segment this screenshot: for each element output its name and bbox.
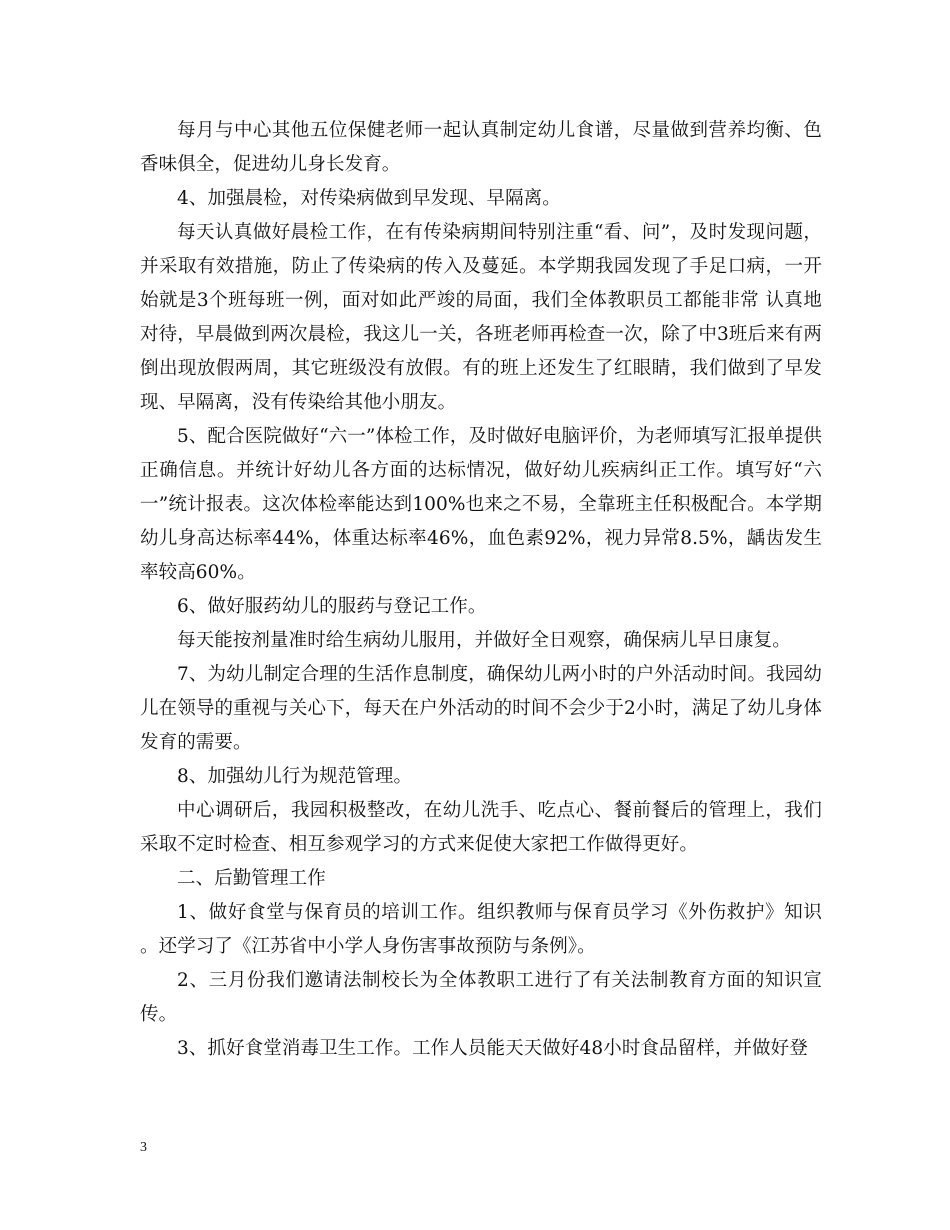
paragraph-menu-planning: 每月与中心其他五位保健老师一起认真制定幼儿食谱，尽量做到营养均衡、色香味俱全，促进幼儿身长发育。 — [140, 120, 822, 175]
paragraph-health-exam: 5、配合医院做好“六一”体检工作，及时做好电脑评价，为老师填写汇报单提供正确信息。并统计好幼儿各方面的达标情况，做好幼儿疾病纠正工作。填写好“六一”统计报表。这次体检率能达到100%也来之不易，全靠班主任积极配合。本学期幼儿身高达标率44%，体重达标率46%，血色素92%，视力异常8.5%，龋齿发生率较高60%。 — [140, 426, 822, 583]
paragraph-heading-medication: 6、做好服药幼儿的服药与登记工作。 — [177, 596, 487, 617]
paragraph-morning-check-details: 每天认真做好晨检工作，在有传染病期间特别注重“看、问”，及时发现问题，并采取有效措施，防止了传染病的传入及蔓延。本学期我园发现了手足口病，一开始就是3个班每班一例，面对如此严竣的局面，我们全体教职员工都能非常 认真地对待，早晨做到两次晨检，我这儿一关，各班老师再检查一次，除了中3班后来有两倒出现放假两周，其它班级没有放假。有的班上还发生了红眼睛，我们做到了早发现、早隔离，没有传染给其他小朋友。 — [140, 222, 822, 413]
paragraph-heading-morning-check: 4、加强晨检，对传染病做到早发现、早隔离。 — [177, 188, 561, 209]
page-number: 3 — [140, 1140, 147, 1155]
paragraph-canteen-hygiene: 3、抓好食堂消毒卫生工作。工作人员能天天做好48小时食品留样，并做好登 — [177, 1038, 808, 1059]
document-body — [140, 114, 822, 1066]
paragraph-daily-schedule: 7、为幼儿制定合理的生活作息制度，确保幼儿两小时的户外活动时间。我园幼儿在领导的重视与关心下，每天在户外活动的时间不会少于2小时，满足了幼儿身体发育的需要。 — [140, 664, 822, 753]
paragraph-legal-education: 2、三月份我们邀请法制校长为全体教职工进行了有关法制教育方面的知识宣传。 — [140, 970, 822, 1025]
paragraph-behavior-details: 中心调研后，我园积极整改，在幼儿洗手、吃点心、餐前餐后的管理上，我们采取不定时检查、相互参观学习的方式来促使大家把工作做得更好。 — [140, 800, 822, 855]
section-heading-logistics: 二、后勤管理工作 — [177, 868, 326, 889]
paragraph-heading-behavior: 8、加强幼儿行为规范管理。 — [177, 766, 413, 787]
paragraph-staff-training: 1、做好食堂与保育员的培训工作。组织教师与保育员学习《外伤救护》知识 。还学习了《江苏省中小学人身伤害事故预防与条例》。 — [140, 902, 822, 957]
paragraph-medication-details: 每天能按剂量准时给生病幼儿服用，并做好全日观察，确保病儿早日康复。 — [177, 630, 791, 651]
